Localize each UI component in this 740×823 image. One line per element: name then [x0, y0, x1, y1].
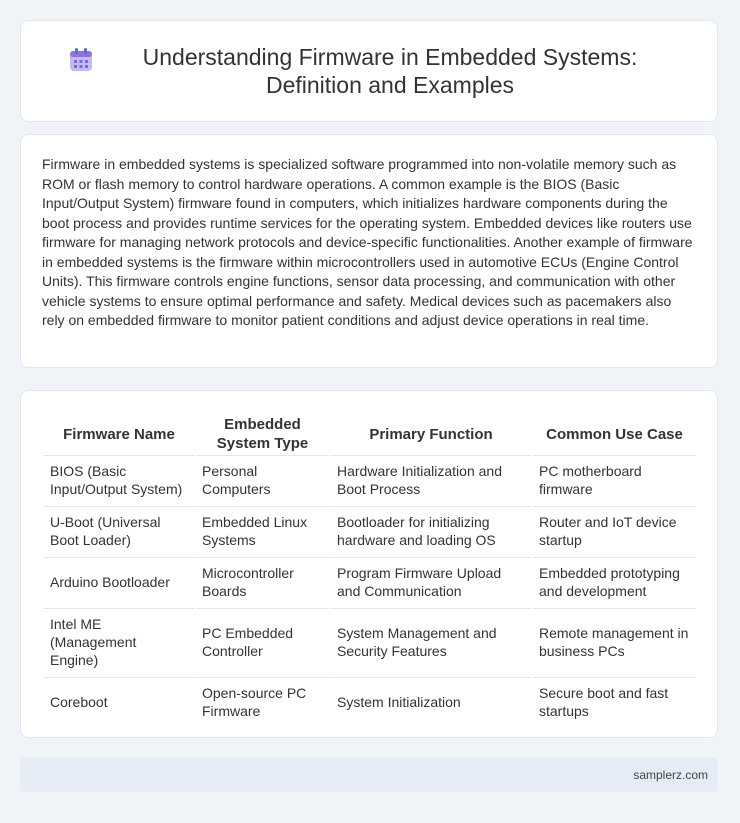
table-cell: Open-source PC Firmware — [196, 677, 329, 726]
table-header-row — [44, 413, 696, 453]
column-header: Primary Function — [369, 425, 493, 443]
table-row — [44, 557, 696, 606]
calendar-icon — [68, 47, 94, 73]
table-cell: PC Embedded Controller — [196, 608, 329, 675]
table-row — [44, 506, 696, 555]
table-cell: U-Boot (Universal Boot Loader) — [44, 506, 194, 555]
intro-paragraph: Firmware in embedded systems is specialized software programmed into non-volatile memory such as ROM or flash memory to control hardware operations. A common example is the BIOS (Basic Input/Output System) firmware found in computers, which initializes hardware components during the boot process and provides runtime services for the operating system. Embedded devices like routers use firmware for managing network protocols and device-specific functionalities. Another example of firmware in embedded systems is the firmware within microcontrollers used in automotive ECUs (Engine Control Units). This firmware controls engine functions, sensor data processing, and communication with other vehicle systems to ensure optimal performance and safety. Medical devices such as pacemakers also rely on embedded firmware to monitor patient conditions and adjust device operations in real time. — [42, 156, 693, 328]
column-header: Embedded System Type — [216, 416, 309, 452]
table-cell: PC motherboard firmware — [533, 455, 696, 504]
footer-bar — [20, 758, 718, 792]
table-cell: System Initialization — [331, 677, 531, 726]
table-cell: Secure boot and fast startups — [533, 677, 696, 726]
table-row — [44, 608, 696, 675]
table-cell: Program Firmware Upload and Communication — [331, 557, 531, 606]
table-cell: Personal Computers — [196, 455, 329, 504]
title-wrap — [68, 43, 670, 99]
table-cell: System Management and Security Features — [331, 608, 531, 675]
table-cell: Router and IoT device startup — [533, 506, 696, 555]
intro-card — [20, 134, 718, 368]
footer-site-link[interactable]: samplerz.com — [633, 768, 708, 782]
table-cell: Coreboot — [44, 677, 194, 726]
title-card — [20, 20, 718, 122]
firmware-table — [42, 411, 698, 728]
table-row — [44, 677, 696, 726]
column-header: Firmware Name — [63, 425, 175, 443]
table-cell: Microcontroller Boards — [196, 557, 329, 606]
table-cell: Embedded Linux Systems — [196, 506, 329, 555]
table-cell: Embedded prototyping and development — [533, 557, 696, 606]
table-row — [44, 455, 696, 504]
table-cell: Intel ME (Management Engine) — [44, 608, 194, 675]
table-cell: Hardware Initialization and Boot Process — [331, 455, 531, 504]
table-cell: BIOS (Basic Input/Output System) — [44, 455, 194, 504]
table-card — [20, 390, 718, 738]
table-cell: Arduino Bootloader — [44, 557, 194, 606]
table-cell: Bootloader for initializing hardware and loading OS — [331, 506, 531, 555]
page-title: Understanding Firmware in Embedded Systems: Definition and Examples — [142, 44, 638, 98]
table-cell: Remote management in business PCs — [533, 608, 696, 675]
column-header: Common Use Case — [546, 425, 683, 443]
